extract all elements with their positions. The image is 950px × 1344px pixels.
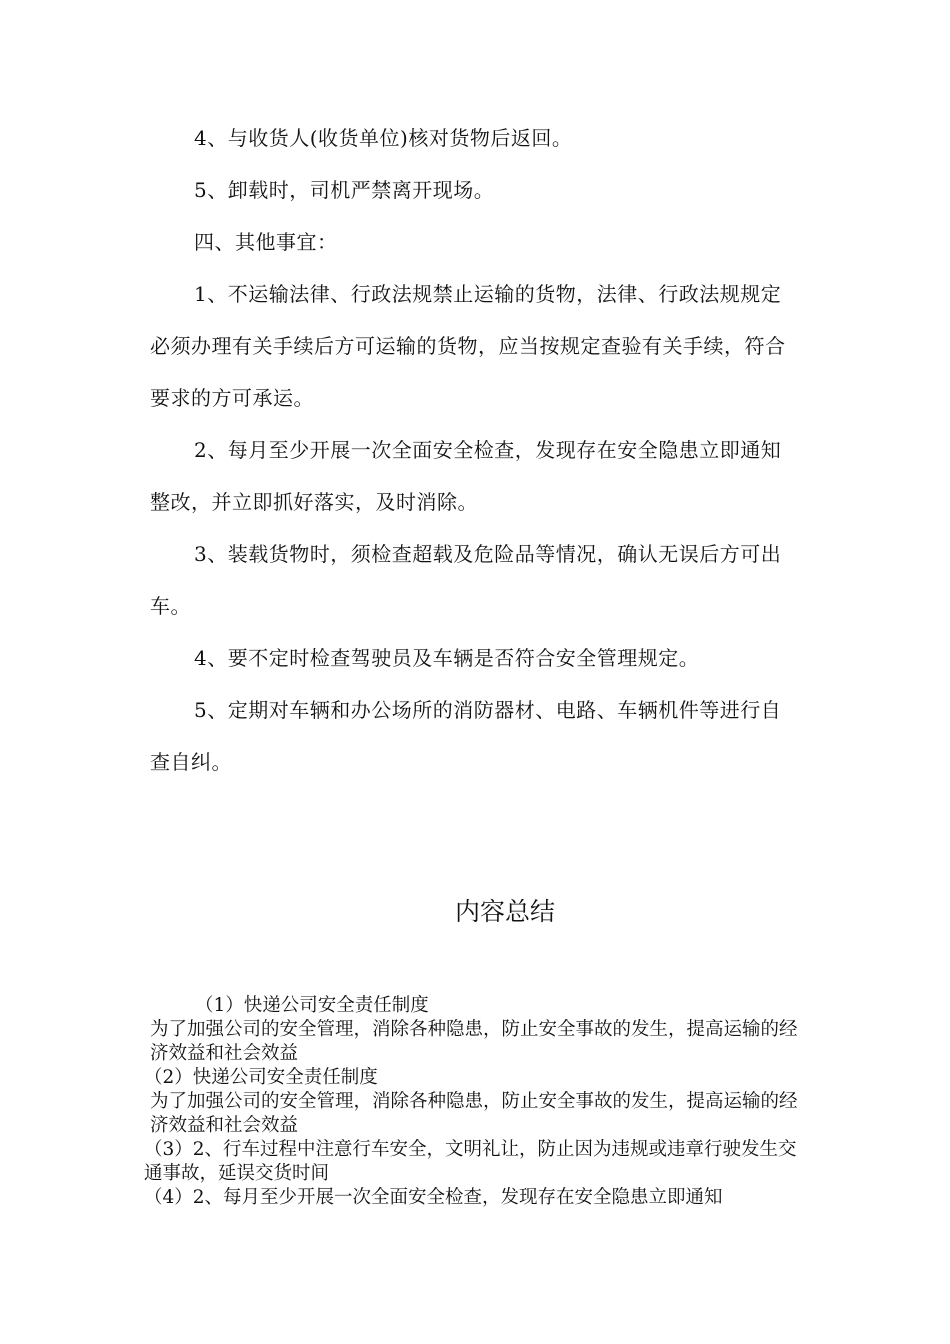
summary-section bbox=[144, 994, 800, 1210]
paragraph-loading-check: 3、装载货物时，须检查超载及危险品等情况，确认无误后方可出车。 bbox=[150, 542, 782, 618]
summary-title: 内容总结 bbox=[454, 897, 555, 926]
summary-item-1-heading: （1）快递公司安全责任制度 bbox=[195, 995, 429, 1016]
summary-item-2-text: 为了加强公司的安全管理，消除各种隐患，防止安全事故的发生，提高运输的经济效益和社会效益 bbox=[150, 1091, 798, 1136]
paragraph-prohibited-goods: 1、不运输法律、行政法规禁止运输的货物，法律、行政法规规定必须办理有关手续后方可运输的货物，应当按规定查验有关手续，符合要求的方可承运。 bbox=[150, 282, 786, 410]
paragraph-no-leaving-site: 5、卸载时，司机严禁离开现场。 bbox=[194, 178, 495, 202]
paragraph-return-after-check: 4、与收货人(收货单位)核对货物后返回。 bbox=[194, 126, 573, 150]
summary-item-1-text: 为了加强公司的安全管理，消除各种隐患，防止安全事故的发生，提高运输的经济效益和社会效益 bbox=[150, 1019, 798, 1064]
paragraph-fire-equipment-check: 5、定期对车辆和办公场所的消防器材、电路、车辆机件等进行自查自纠。 bbox=[150, 698, 782, 774]
paragraph-driver-vehicle-check: 4、要不定时检查驾驶员及车辆是否符合安全管理规定。 bbox=[194, 646, 700, 670]
summary-item-2-heading: （2）快递公司安全责任制度 bbox=[144, 1067, 378, 1088]
summary-item-3-text: （3）2、行车过程中注意行车安全，文明礼让，防止因为违规或违章行驶发生交通事故，延误交货时间 bbox=[144, 1139, 797, 1184]
paragraph-monthly-inspection: 2、每月至少开展一次全面安全检查，发现存在安全隐患立即通知整改，并立即抓好落实，及时消除。 bbox=[150, 438, 782, 514]
section-heading-other-matters: 四、其他事宜： bbox=[194, 230, 338, 254]
summary-item-4-text: （4）2、每月至少开展一次全面安全检查，发现存在安全隐患立即通知 bbox=[144, 1187, 723, 1208]
